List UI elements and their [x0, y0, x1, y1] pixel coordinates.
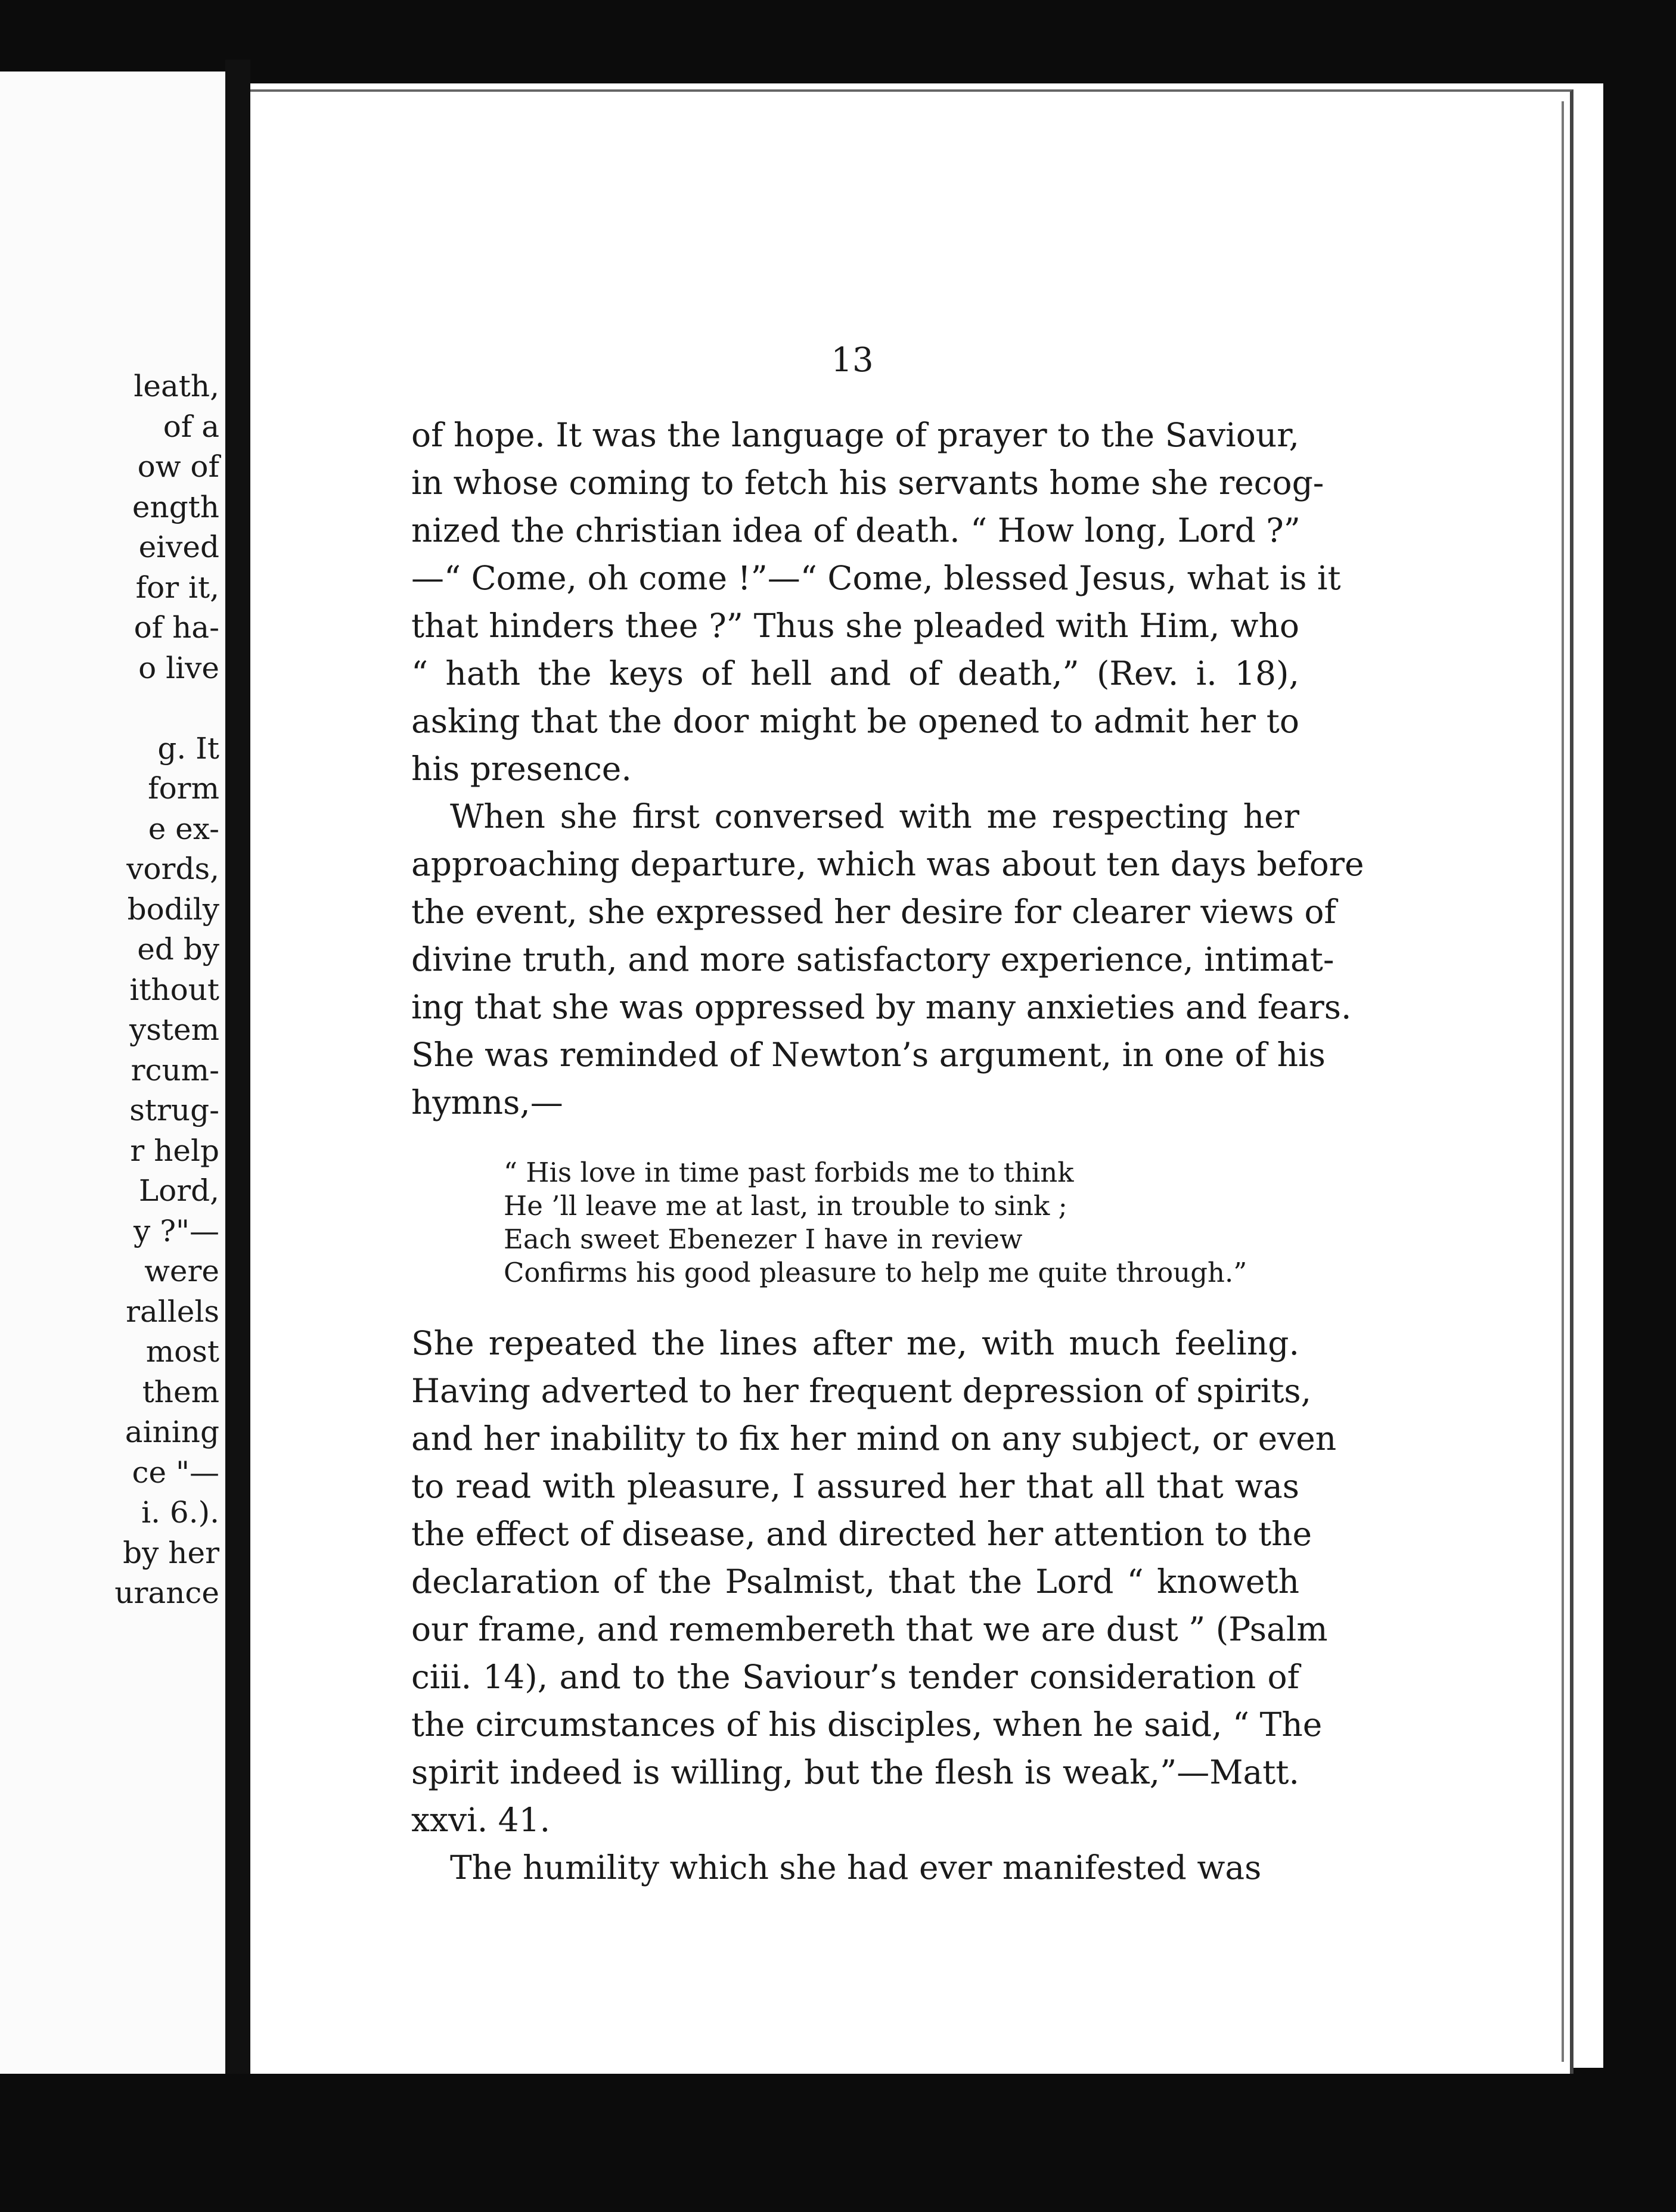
paragraph: [411, 1319, 1337, 1844]
text-line: that hinders thee ?” Thus she pleaded with Him, who: [411, 607, 1299, 645]
text-line: declaration of the Psalmist, that the Lord “ knoweth: [411, 1562, 1299, 1601]
left-page-fragment: vords,: [126, 852, 219, 886]
text-line: —“ Come, oh come !”—“ Come, blessed Jesus, what is it: [411, 559, 1341, 597]
text-line: ciii. 14), and to the Saviour’s tender consideration of: [411, 1658, 1299, 1696]
text-line: When she first conversed with me respecting her: [450, 797, 1299, 835]
left-page-fragment: bodily: [127, 891, 219, 927]
poem-line: He ’ll leave me at last, in trouble to sink ;: [504, 1190, 1067, 1222]
left-page-fragment: ithout: [129, 972, 219, 1007]
text-line: xxvi. 41.: [411, 1801, 551, 1839]
left-facing-page: [0, 72, 225, 2074]
hymn-quotation: [504, 1156, 1299, 1290]
text-line: approaching departure, which was about ten days before: [411, 845, 1364, 883]
left-page-fragment: them: [142, 1374, 219, 1409]
left-page-fragment: urance: [114, 1576, 219, 1610]
left-page-fragment: y ?"—: [134, 1213, 219, 1248]
left-page-fragment: ength: [132, 489, 219, 524]
page-body-text: [411, 411, 1364, 1891]
left-page-fragment: rcum-: [131, 1052, 219, 1088]
page-number: 13: [831, 341, 874, 380]
left-page-fragment: eived: [138, 530, 219, 564]
poem-line: Each sweet Ebenezer I have in review: [504, 1223, 1023, 1255]
left-page-fragment: e ex-: [148, 811, 219, 846]
text-line: divine truth, and more satisfactory experience, intimat-: [411, 940, 1334, 978]
text-line: spirit indeed is willing, but the flesh is weak,”—Matt.: [411, 1753, 1299, 1791]
text-line: and her inability to fix her mind on any subject, or even: [411, 1419, 1337, 1458]
paragraph: [411, 793, 1364, 1126]
left-page-fragment: for it,: [135, 570, 219, 605]
left-page-fragment: form: [148, 771, 219, 806]
left-page-fragment: leath,: [134, 369, 219, 403]
text-line: in whose coming to fetch his servants home she recog-: [411, 464, 1324, 502]
scan-bottom-border: [0, 2068, 1676, 2212]
left-page-fragment: i. 6.).: [141, 1495, 219, 1530]
poem-line: “ His love in time past forbids me to think: [504, 1157, 1074, 1188]
text-line: the event, she expressed her desire for clearer views of: [411, 893, 1336, 931]
left-page-fragment: ystem: [129, 1012, 219, 1047]
text-line: his presence.: [411, 750, 632, 788]
left-page-fragment: g. It: [157, 731, 219, 766]
text-line: the effect of disease, and directed her attention to the: [411, 1515, 1312, 1553]
text-line: nized the christian idea of death. “ How long, Lord ?”: [411, 511, 1301, 549]
text-line: Having adverted to her frequent depression of spirits,: [411, 1372, 1312, 1410]
text-line: our frame, and remembereth that we are dust ” (Psalm: [411, 1610, 1328, 1648]
text-line: She was reminded of Newton’s argument, in one of his: [411, 1036, 1326, 1074]
paragraph: [411, 411, 1341, 793]
left-page-fragment: rallels: [126, 1294, 219, 1329]
scan-top-border: [0, 0, 1676, 83]
left-page-fragment: ow of: [137, 449, 219, 484]
left-page-fragment: of a: [163, 409, 219, 444]
text-line: The humility which she had ever manifested was: [450, 1848, 1262, 1887]
text-line: asking that the door might be opened to admit her to: [411, 702, 1299, 740]
text-line: “ hath the keys of hell and of death,” (Rev. i. 18),: [411, 654, 1299, 692]
left-page-fragment: ed by: [137, 932, 219, 967]
left-page-fragment: Lord,: [138, 1173, 219, 1208]
text-line: hymns,—: [411, 1083, 563, 1121]
text-line: of hope. It was the language of prayer to the Saviour,: [411, 416, 1299, 454]
book-gutter: [225, 60, 250, 2074]
scan-right-border: [1603, 0, 1676, 2212]
page-edge: [1550, 101, 1564, 2062]
text-line: the circumstances of his disciples, when he said, “ The: [411, 1705, 1323, 1744]
paragraph: [411, 1844, 1299, 1891]
text-line: She repeated the lines after me, with much feeling.: [411, 1324, 1299, 1362]
text-line: to read with pleasure, I assured her that all that was: [411, 1467, 1299, 1505]
text-line: ing that she was oppressed by many anxieties and fears.: [411, 988, 1352, 1026]
left-page-fragment: r help: [130, 1133, 219, 1168]
left-page-fragment: were: [144, 1254, 219, 1288]
left-page-fragment: of ha-: [134, 610, 219, 645]
left-page-fragment: o live: [138, 650, 219, 685]
poem-line: Confirms his good pleasure to help me quite through.”: [504, 1257, 1247, 1288]
left-page-fragment: strug-: [129, 1093, 219, 1127]
left-page-fragment: ce "—: [132, 1455, 219, 1490]
left-page-fragment: by her: [123, 1535, 219, 1570]
left-page-fragment: most: [145, 1334, 219, 1369]
left-page-fragment: aining: [125, 1415, 219, 1449]
